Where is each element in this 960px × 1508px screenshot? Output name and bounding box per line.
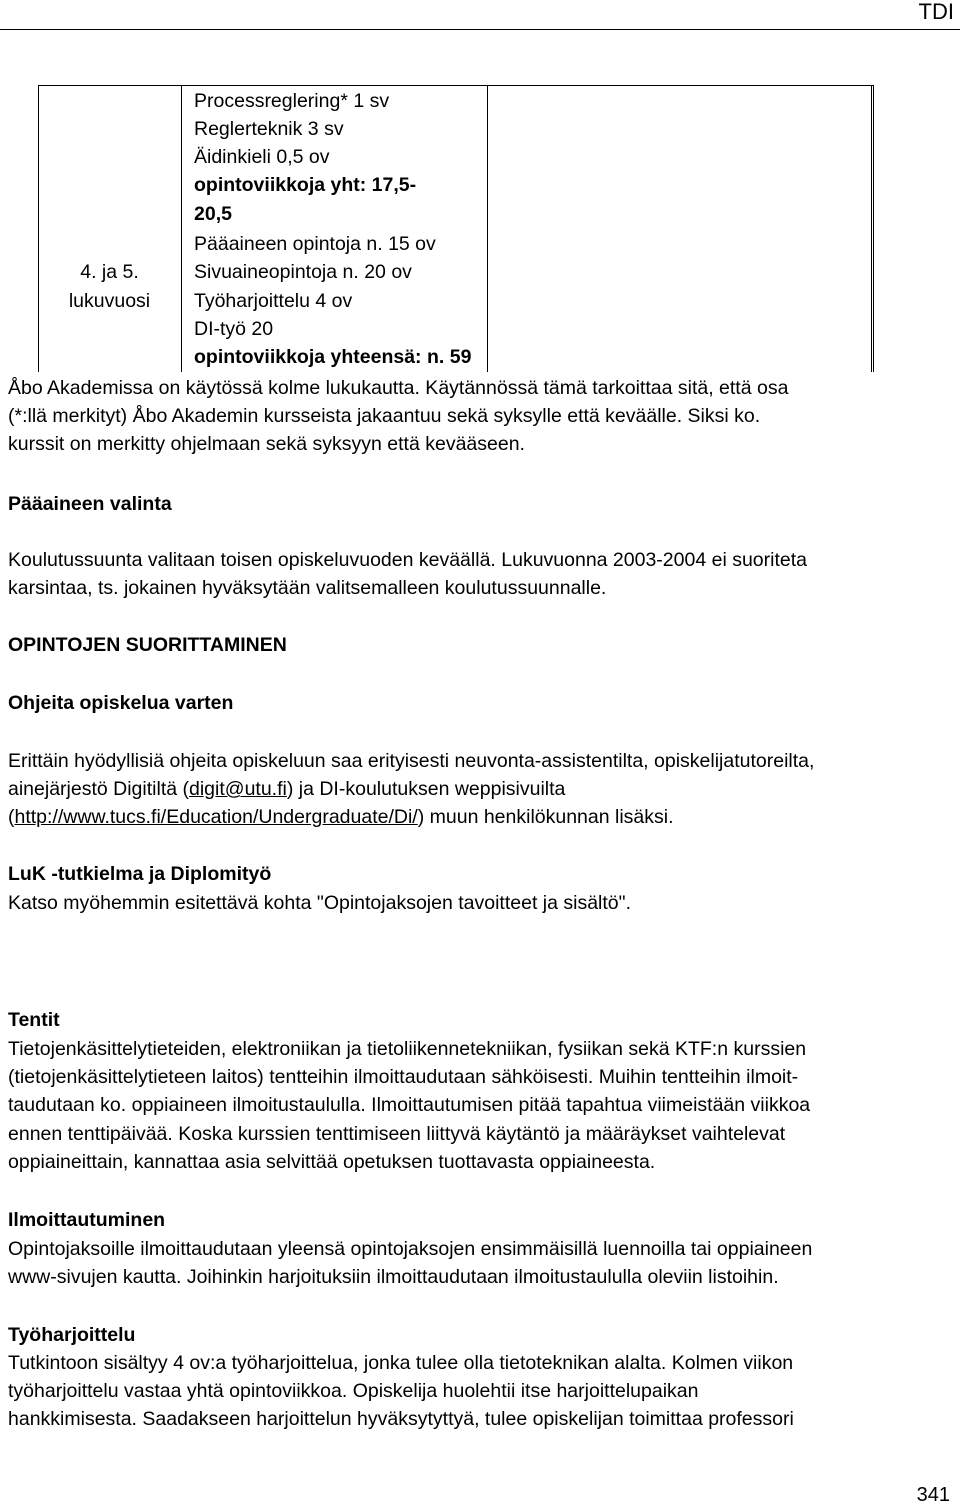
term-label-line-1: 4. ja 5. xyxy=(80,261,139,283)
exams-line: oppiaineittain, kannattaa asia selvittää opetuksen tuottavasta oppiaineesta. xyxy=(8,1150,656,1173)
digit-email-link[interactable]: digit@utu.fi xyxy=(189,778,287,801)
training-line: hankkimisesta. Saadakseen harjoittelun hyväksytyttyä, tulee opiskelijan toimittaa professori xyxy=(8,1408,794,1431)
studies-line-1: Erittäin hyödyllisiä ohjeita opiskeluun saa erityisesti neuvonta-assistentilta, opiskelijatutoreilta, xyxy=(8,750,815,772)
table-row-total: opintoviikkoja yht: 17,5- xyxy=(194,174,417,196)
table-row: Reglerteknik 3 sv xyxy=(194,118,344,140)
table-empty-cell xyxy=(487,85,874,372)
intro-line: (*:llä merkityt) Åbo Akademin kursseista jakaantuu sekä syksylle että keväälle. Siksi ko. xyxy=(8,405,761,428)
training-title: Työharjoittelu xyxy=(8,1324,136,1346)
exams-paragraph xyxy=(8,1035,958,1176)
table-row: Sivuaineopintoja n. 20 ov xyxy=(194,261,412,283)
text-fragment: ) ja DI-koulutuksen weppisivuilta xyxy=(286,778,566,801)
header-rule xyxy=(0,29,960,30)
exams-line: (tietojenkäsittelytieteen laitos) tentteihin ilmoittaudutaan sähköisesti. Muihin tentteihin ilmoit- xyxy=(8,1066,799,1089)
thesis-title: LuK -tutkielma ja Diplomityö xyxy=(8,863,272,885)
studies-paragraph xyxy=(8,747,958,832)
thesis-line: Katso myöhemmin esitettävä kohta "Opintojaksojen tavoitteet ja sisältö". xyxy=(8,892,631,914)
table-column-divider xyxy=(181,85,182,372)
thesis-paragraph xyxy=(8,889,958,917)
registration-paragraph xyxy=(8,1235,958,1291)
major-paragraph xyxy=(8,546,958,602)
training-line: Tutkintoon sisältyy 4 ov:a työharjoittelua, jonka tulee olla tietoteknikan alalta. Kolmen viikon xyxy=(8,1352,794,1374)
text-fragment: ( xyxy=(8,806,15,829)
header-label: TDI xyxy=(918,0,954,24)
intro-line: Åbo Akademissa on käytössä kolme lukukautta. Käytännössä tämä tarkoittaa sitä, että osa xyxy=(8,377,789,399)
page-number: 341 xyxy=(916,1484,950,1506)
table-row: Processreglering* 1 sv xyxy=(194,90,390,112)
term-label-line-2: lukuvuosi xyxy=(68,290,151,312)
registration-line: Opintojaksoille ilmoittaudutaan yleensä opintojaksojen ensimmäisillä luennoilla tai oppiaineen xyxy=(8,1238,813,1260)
di-website-link[interactable]: http://www.tucs.fi/Education/Undergraduate/Di/ xyxy=(14,806,418,829)
intro-line: kurssit on merkitty ohjelmaan sekä syksyyn että kevääseen. xyxy=(8,433,525,456)
exams-line: Tietojenkäsittelytieteiden, elektroniikan ja tietoliikennetekniikan, fysiikan sekä KTF:n kurssien xyxy=(8,1038,807,1060)
table-row: Äidinkieli 0,5 ov xyxy=(194,146,330,168)
text-fragment: ainejärjestö Digitiltä ( xyxy=(8,778,189,801)
table-row: DI-työ 20 xyxy=(194,318,274,340)
studies-line-3 xyxy=(8,803,958,831)
registration-title: Ilmoittautuminen xyxy=(8,1209,166,1231)
studies-title: OPINTOJEN SUORITTAMINEN xyxy=(8,634,287,656)
exams-title: Tentit xyxy=(8,1009,60,1031)
intro-paragraph xyxy=(8,374,958,459)
exams-line: ennen tenttipäivää. Koska kurssien tenttimiseen liittyvä käytäntö ja määräykset vaihtelevat xyxy=(8,1122,786,1145)
exams-line: taudutaan ko. oppiaineen ilmoitustaululla. Ilmoittautumisen pitää tapahtua viimeistään viikkoa xyxy=(8,1094,811,1117)
training-line: työharjoittelu vastaa yhtä opintoviikkoa. Opiskelija huolehtii itse harjoittelupaikan xyxy=(8,1380,699,1403)
major-title: Pääaineen valinta xyxy=(8,493,172,515)
studies-subtitle: Ohjeita opiskelua varten xyxy=(8,692,234,714)
major-line: Koulutussuunta valitaan toisen opiskeluvuoden keväällä. Lukuvuonna 2003-2004 ei suoriteta xyxy=(8,549,807,571)
table-row: Pääaineen opintoja n. 15 ov xyxy=(194,233,436,255)
table-row-total: 20,5 xyxy=(194,203,232,225)
registration-line: www-sivujen kautta. Joihinkin harjoituksiin ilmoittaudutaan ilmoitustaululla oleviin listoihin. xyxy=(8,1266,779,1289)
table-row: Työharjoittelu 4 ov xyxy=(194,290,353,312)
table-row-total: opintoviikkoja yhteensä: n. 59 xyxy=(194,346,472,368)
major-line: karsintaa, ts. jokainen hyväksytään valitsemalleen koulutussuunnalle. xyxy=(8,577,607,600)
training-paragraph xyxy=(8,1349,958,1434)
text-fragment: ) muun henkilökunnan lisäksi. xyxy=(417,806,674,829)
studies-line-2 xyxy=(8,775,958,803)
